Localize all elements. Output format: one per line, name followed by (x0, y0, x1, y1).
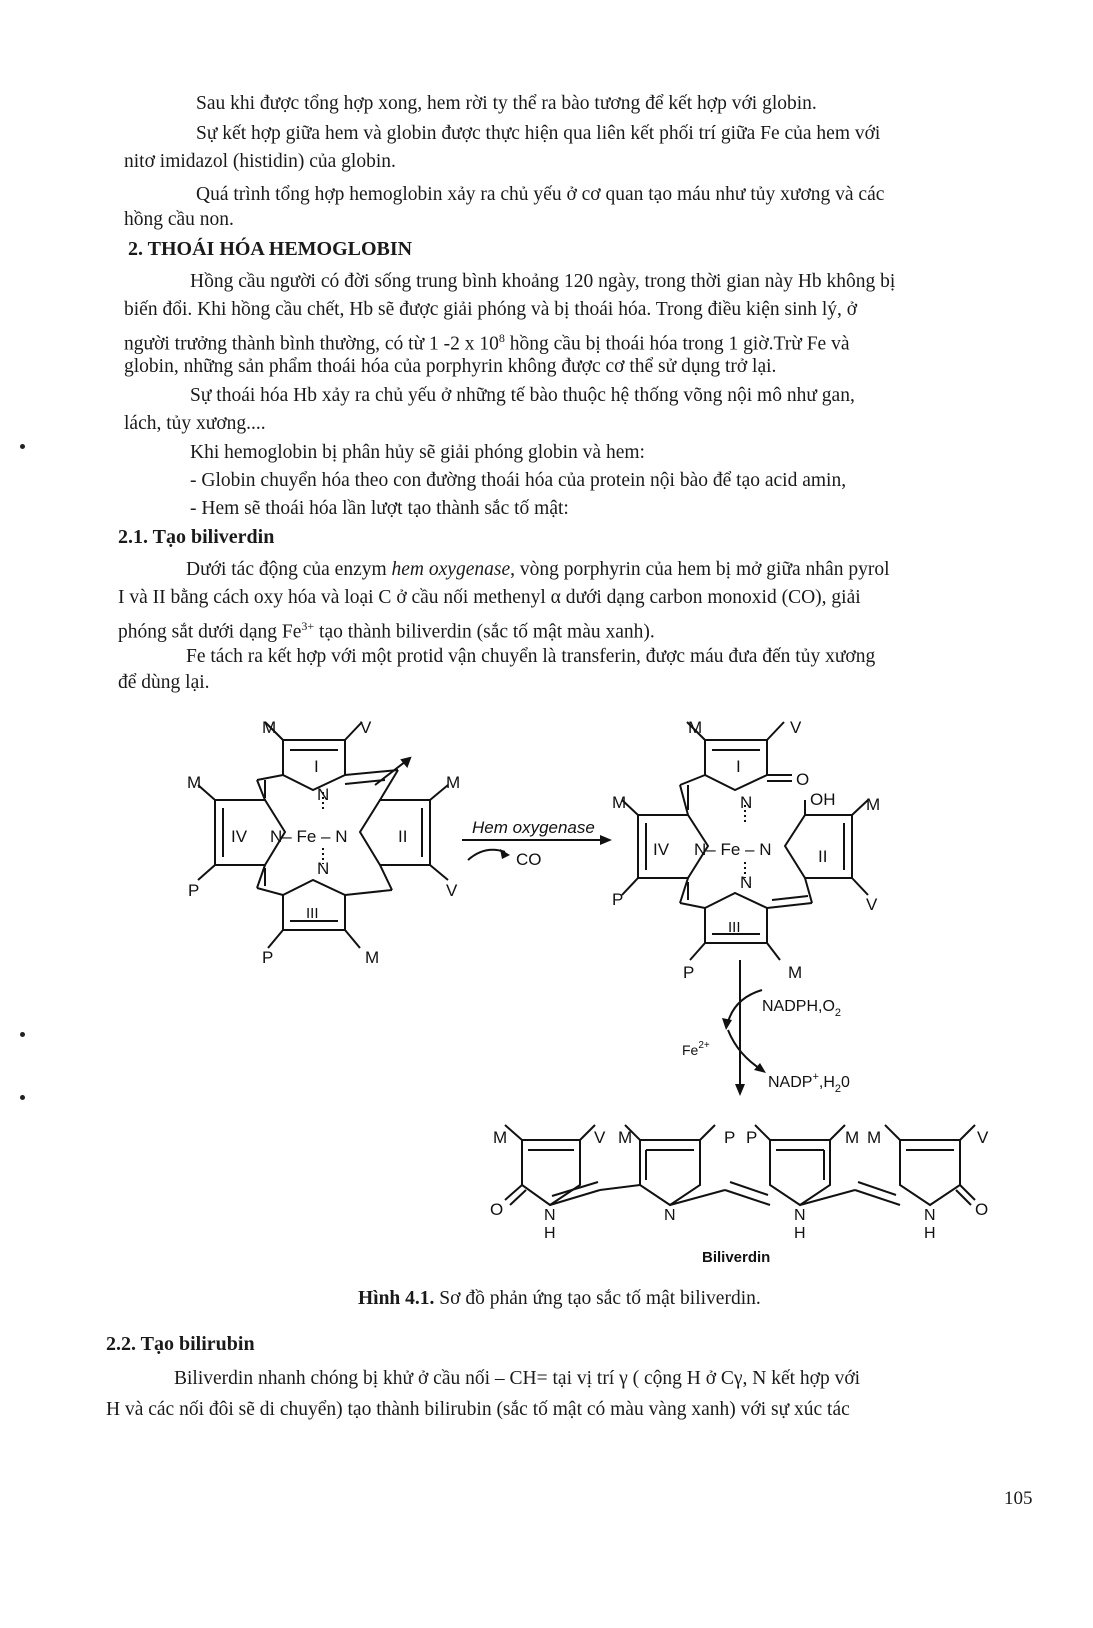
scan-speck (20, 444, 25, 449)
heme-ring-II (360, 800, 430, 865)
fe2-label: $Fe^{2+}$ (682, 1040, 710, 1058)
sub-label: V (446, 881, 458, 900)
bv-h-label: H (924, 1225, 936, 1242)
paragraph-line: Khi hemoglobin bị phân hủy sẽ giải phóng globin và hem: (190, 442, 645, 463)
bv-sub-label: M (618, 1128, 633, 1147)
n-label: N (740, 793, 753, 812)
paragraph-line: - Hem sẽ thoái hóa lần lượt tạo thành sắc tố mật: (190, 498, 569, 519)
paragraph-line: Biliverdin nhanh chóng bị khử ở cầu nối – CH= tại vị trí γ ( cộng H ở Cγ, N kết hợp với (174, 1368, 861, 1389)
co-label: CO (516, 850, 542, 869)
ring-label: II (398, 827, 408, 846)
sub-label: P (262, 948, 274, 967)
bv-sub-label: P (746, 1128, 758, 1147)
sub-label: P (612, 890, 624, 909)
bv-sub-label: M (867, 1128, 882, 1147)
sub-label: V (360, 718, 372, 737)
paragraph-line: Quá trình tổng hợp hemoglobin xảy ra chủ yếu ở cơ quan tạo máu như tủy xương và các (196, 184, 885, 205)
paragraph-line: người trưởng thành bình thường, có từ 1 -2 x $10^8$ hồng cầu bị thoái hóa trong 1 giờ.Trừ Fe và (124, 331, 850, 355)
oh-label: OH (810, 790, 836, 809)
bv-n-label: N (794, 1207, 806, 1224)
page-number: 105 (1004, 1488, 1033, 1509)
fe-label: N– Fe – N (694, 840, 772, 859)
biliverdin-label: Biliverdin (702, 1249, 771, 1266)
ring-label: I (314, 757, 319, 776)
paragraph-line: để dùng lại. (118, 672, 210, 693)
sub-label: M (866, 795, 881, 814)
bv-o-label: O (975, 1200, 989, 1219)
paragraph-line: Sau khi được tổng hợp xong, hem rời ty thể ra bào tương để kết hợp với globin. (196, 93, 817, 114)
nadph-label: $NADPH,O_2$ (762, 998, 842, 1019)
paragraph-line: hồng cầu non. (124, 209, 234, 230)
paragraph-line: biến đổi. Khi hồng cầu chết, Hb sẽ được giải phóng và bị thoái hóa. Trong điều kiện sinh lý, ở (124, 299, 858, 320)
bv-sub-label: P (724, 1128, 736, 1147)
subsection-heading: 2.2. Tạo bilirubin (106, 1333, 255, 1355)
ring-label: II (818, 847, 828, 866)
section-heading: 2. THOÁI HÓA HEMOGLOBIN (128, 238, 413, 260)
oxo-label: O (796, 770, 810, 789)
sub-label: M (262, 718, 277, 737)
paragraph-line: lách, tủy xương.... (124, 413, 266, 434)
paragraph-line: Sự kết hợp giữa hem và globin được thực hiện qua liên kết phối trí giữa Fe của hem với (196, 123, 881, 144)
scan-speck (20, 1095, 25, 1100)
paragraph-line: H và các nối đôi sẽ di chuyển) tạo thành bilirubin (sắc tố mật có màu vàng xanh) với sự xúc tác (106, 1399, 850, 1420)
ring-label: IV (653, 840, 670, 859)
ring-label: III (306, 905, 319, 922)
fe-label: N– Fe – N (270, 827, 348, 846)
ring-label: I (736, 757, 741, 776)
n-label: N (317, 785, 330, 804)
sub-label: V (866, 895, 878, 914)
sub-label: M (788, 963, 803, 982)
n-label: N (740, 873, 753, 892)
paragraph-line: Fe tách ra kết hợp với một protid vận chuyển là transferin, được máu đưa đến tủy xương (186, 646, 876, 667)
bv-n-label: N (924, 1207, 936, 1224)
sub-label: M (187, 773, 202, 792)
paragraph-line: Hồng cầu người có đời sống trung bình khoảng 120 ngày, trong thời gian này Hb không bị (190, 271, 896, 292)
sub-label: M (446, 773, 461, 792)
bv-h-label: H (544, 1225, 556, 1242)
scan-speck (20, 1032, 25, 1037)
subsection-heading: 2.1. Tạo biliverdin (118, 526, 275, 548)
bv-o-label: O (490, 1200, 504, 1219)
bv-n-label: N (664, 1207, 676, 1224)
sub-label: M (365, 948, 380, 967)
bv-sub-label: M (493, 1128, 508, 1147)
bv-h-label: H (794, 1225, 806, 1242)
sub-label: V (790, 718, 802, 737)
bv-n-label: N (544, 1207, 556, 1224)
sub-label: P (683, 963, 695, 982)
nadp-label: $NADP^+,H_20$ (768, 1071, 850, 1095)
ring-label: III (728, 919, 741, 936)
bv-sub-label: V (977, 1128, 989, 1147)
paragraph-line: I và II bằng cách oxy hóa và loại C ở cầu nối methenyl α dưới dạng carbon monoxid (CO), giải (118, 587, 861, 608)
sub-label: P (188, 881, 200, 900)
paragraph-line: Sự thoái hóa Hb xảy ra chủ yếu ở những tế bào thuộc hệ thống võng nội mô như gan, (190, 385, 855, 406)
sub-label: M (612, 793, 627, 812)
sub-label: M (688, 718, 703, 737)
paragraph-line: - Globin chuyển hóa theo con đường thoái hóa của protein nội bào để tạo acid amin, (190, 470, 847, 491)
paragraph-line: phóng sắt dưới dạng $Fe^{3+}$ tạo thành biliverdin (sắc tố mật màu xanh). (118, 619, 655, 643)
bv-sub-label: M (845, 1128, 860, 1147)
bv-sub-label: V (594, 1128, 606, 1147)
paragraph-line: Dưới tác động của enzym hem oxygenase, vòng porphyrin của hem bị mở giữa nhân pyrol (186, 559, 890, 580)
figure-caption: Hình 4.1. Sơ đồ phản ứng tạo sắc tố mật biliverdin. (358, 1288, 761, 1309)
enzyme-label: Hem oxygenase (472, 818, 595, 837)
ring-label: IV (231, 827, 248, 846)
paragraph-line: nitơ imidazol (histidin) của globin. (124, 151, 396, 172)
n-label: N (317, 859, 330, 878)
paragraph-line: globin, những sản phẩm thoái hóa của porphyrin không được cơ thể sử dụng trở lại. (124, 356, 777, 377)
